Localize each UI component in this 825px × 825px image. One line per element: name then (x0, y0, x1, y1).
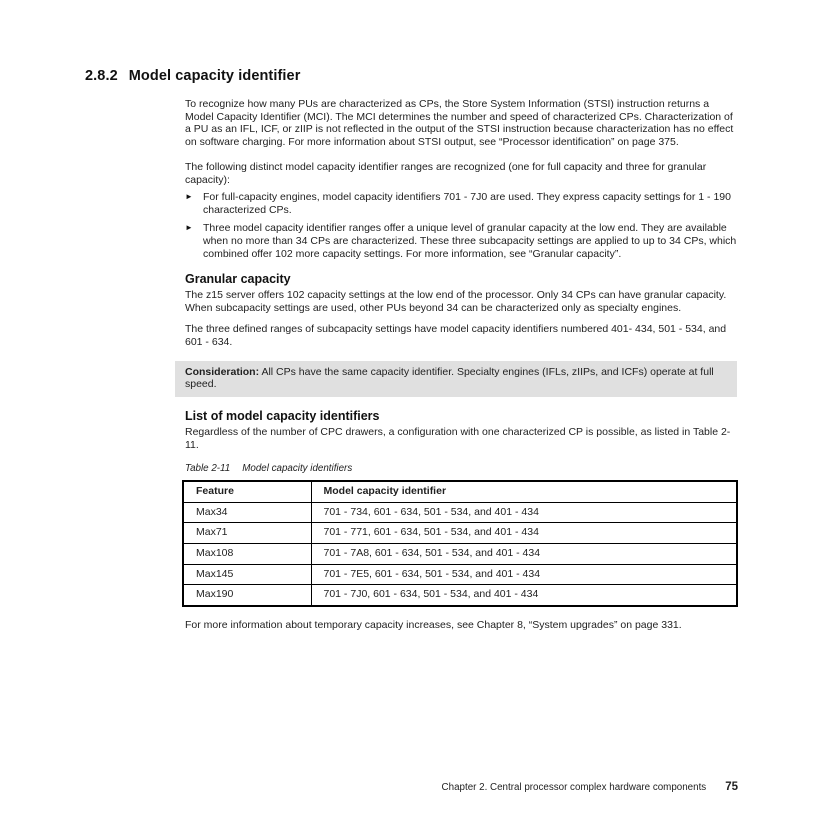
bullet-arrow-icon: ► (185, 223, 193, 233)
consideration-text: All CPs have the same capacity identifier. Specialty engines (IFLs, zIIPs, and ICFs) operate at full speed. (185, 365, 714, 391)
table-row (183, 523, 737, 544)
table-caption (185, 463, 737, 476)
bullet-arrow-icon: ► (185, 192, 193, 202)
intro-paragraph: To recognize how many PUs are characterized as CPs, the Store System Information (STSI) instruction returns a Model Capacity Identifier (MCI). The MCI determines the number and speed of characterized CPs. Characterization of a PU as an IFL, ICF, or zIIP is not reflected in the output of the STSI instruction because characterization has no effect on software charging. For more information about STSI output, see “Processor identification” on page 375. (185, 98, 734, 149)
identifier-cell: 701 - 7A8, 601 - 634, 501 - 534, and 401 - 434 (311, 544, 737, 565)
capacity-range-list (185, 191, 737, 260)
table-row (183, 502, 737, 523)
page-footer (442, 781, 738, 793)
identifier-cell: 701 - 734, 601 - 634, 501 - 534, and 401 - 434 (311, 502, 737, 523)
table-row (183, 564, 737, 585)
list-item (185, 222, 737, 260)
ranges-intro-paragraph: The following distinct model capacity identifier ranges are recognized (one for full capacity and three for granular capacity): (185, 160, 707, 186)
feature-cell: Max71 (183, 523, 311, 544)
identifier-cell: 701 - 771, 601 - 634, 501 - 534, and 401 - 434 (311, 523, 737, 544)
table-row (183, 585, 737, 606)
outro-paragraph: For more information about temporary capacity increases, see Chapter 8, “System upgrades” on page 331. (185, 619, 682, 632)
list-of-identifiers-heading: List of model capacity identifiers (185, 409, 380, 424)
column-header-feature: Feature (183, 481, 311, 502)
granular-paragraph-1: The z15 server offers 102 capacity settings at the low end of the processor. Only 34 CPs can have granular capacity. When subcapacity settings are used, other PUs beyond 34 can be characterized only as specialty engines. (185, 288, 727, 314)
consideration-note-box (175, 361, 737, 397)
section-number: 2.8.2 (85, 68, 118, 84)
identifier-cell: 701 - 7E5, 601 - 634, 501 - 534, and 401 - 434 (311, 564, 737, 585)
feature-cell: Max34 (183, 502, 311, 523)
list-section-intro: Regardless of the number of CPC drawers, a configuration with one characterized CP is possible, as listed in Table 2-11. (185, 425, 731, 451)
table-caption-title: Model capacity identifiers (242, 463, 353, 475)
page-number: 75 (725, 781, 738, 793)
section-heading (85, 68, 300, 84)
consideration-label: Consideration: (185, 365, 260, 378)
bullet-text: For full-capacity engines, model capacity identifiers 701 - 7J0 are used. They express capacity settings for 1 - 190 characterized CPs. (203, 191, 731, 216)
granular-capacity-heading: Granular capacity (185, 272, 291, 287)
body-content (185, 98, 737, 644)
section-title: Model capacity identifier (128, 68, 301, 84)
granular-paragraph-2: The three defined ranges of subcapacity settings have model capacity identifiers numbered 401- 434, 501 - 534, and 601 - 634. (185, 323, 727, 349)
feature-cell: Max190 (183, 585, 311, 606)
model-capacity-table (182, 480, 738, 607)
footer-chapter-text: Chapter 2. Central processor complex hardware components (441, 782, 707, 793)
list-item (185, 191, 737, 216)
feature-cell: Max145 (183, 564, 311, 585)
identifier-cell: 701 - 7J0, 601 - 634, 501 - 534, and 401 - 434 (311, 585, 737, 606)
feature-cell: Max108 (183, 544, 311, 565)
table-row (183, 544, 737, 565)
table-caption-label: Table 2-11 (185, 463, 231, 475)
table-header-row (183, 481, 737, 502)
column-header-identifier: Model capacity identifier (311, 481, 737, 502)
bullet-text: Three model capacity identifier ranges offer a unique level of granular capacity at the low end. They are available when no more than 34 CPs are characterized. These three subcapacity settings are applied to up to 34 CPs, which combined offer 102 more capacity settings. For more information, see “Granular capacity”. (203, 222, 737, 260)
